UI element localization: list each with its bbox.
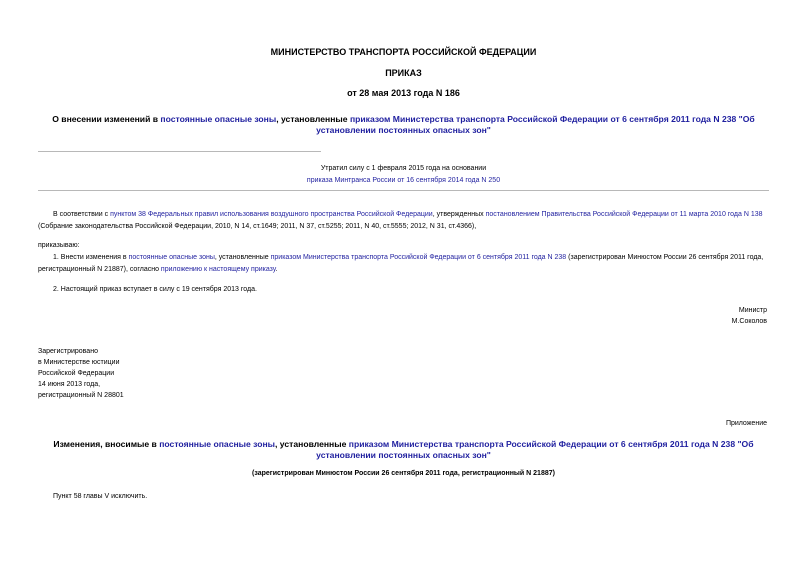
doc-date-number: от 28 мая 2013 года N 186 — [347, 88, 460, 98]
item1-link-order-238[interactable]: приказом Министерства транспорта Российской Федерации от 6 сентября 2011 года N 238 — [270, 254, 567, 261]
registration-line-4: 14 июня 2013 года, — [38, 381, 101, 388]
signature-position: Министр — [738, 307, 767, 314]
order-item-1 — [38, 252, 770, 276]
order-item-2: 2. Настоящий приказ вступает в силу с 19 сентября 2013 года. — [53, 286, 257, 293]
status-line: Утратил силу с 1 февраля 2015 года на основании — [320, 165, 487, 172]
appendix-link-order-238[interactable]: приказом Министерства транспорта Российской Федерации от 6 сентября 2011 года N 238 "Об установлении постоянных опасных зон" — [316, 439, 754, 460]
registration-line-2: в Министерстве юстиции — [38, 359, 120, 366]
appendix-registered: (зарегистрирован Минюстом России 26 сентября 2011 года, регистрационный N 21887) — [252, 470, 555, 477]
doc-type-heading: ПРИКАЗ — [385, 68, 422, 78]
item1-link-appendix[interactable]: приложению к настоящему приказу — [160, 266, 276, 273]
signature-name: М.Соколов — [731, 318, 767, 325]
appendix-title-text-1: Изменения, вносимые в — [53, 439, 160, 449]
item1-text-3: (зарегистрирован Минюстом России 26 сентября 2011 года, регистрационный N 21887), согласно — [38, 254, 764, 273]
appendix-title — [40, 439, 767, 461]
document-title — [40, 114, 767, 136]
preamble-text-3: (Собрание законодательства Российской Федерации, 2010, N 14, ст.1649; 2011, N 37, ст.5255; 2011, N 40, ст.5555; 2012, N 31, ст.4366), — [38, 223, 477, 230]
title-link-zones[interactable]: постоянные опасные зоны — [160, 114, 277, 124]
divider-long — [38, 190, 769, 191]
registration-line-3: Российской Федерации — [38, 370, 115, 377]
title-text-2: , установленные — [276, 114, 350, 124]
item1-text-1: 1. Внести изменения в — [53, 254, 129, 261]
appendix-title-text-2: , установленные — [275, 439, 349, 449]
preamble-paragraph — [38, 209, 770, 233]
status-link-line — [0, 175, 807, 187]
divider-short — [38, 151, 321, 152]
registration-line-1: Зарегистрировано — [38, 348, 98, 355]
registration-line-5: регистрационный N 28801 — [38, 392, 124, 399]
preamble-link-decree[interactable]: постановлением Правительства Российской Федерации от 11 марта 2010 года N 138 — [485, 211, 763, 218]
appendix-label: Приложение — [725, 420, 767, 427]
appendix-item: Пункт 58 главы V исключить. — [53, 493, 148, 500]
preamble-text-2: , утвержденных — [432, 211, 486, 218]
ministry-heading: МИНИСТЕРСТВО ТРАНСПОРТА РОССИЙСКОЙ ФЕДЕРАЦИИ — [270, 47, 537, 57]
title-text-1: О внесении изменений в — [52, 114, 161, 124]
item1-text-4: . — [275, 266, 278, 273]
order-word: приказываю: — [38, 242, 80, 249]
appendix-link-zones[interactable]: постоянные опасные зоны — [159, 439, 276, 449]
item1-text-2: , установленные — [214, 254, 271, 261]
status-link-order-250[interactable]: приказа Минтранса России от 16 сентября 2014 года N 250 — [306, 177, 501, 184]
preamble-link-rules[interactable]: пунктом 38 Федеральных правил использования воздушного пространства Российской Федерации — [110, 211, 433, 218]
title-link-order-238[interactable]: приказом Министерства транспорта Российской Федерации от 6 сентября 2011 года N 238 "Об установлении постоянных опасных зон" — [316, 114, 755, 135]
preamble-text-1: В соответствии с — [53, 211, 111, 218]
item1-link-zones[interactable]: постоянные опасные зоны — [128, 254, 215, 261]
registration-block — [38, 346, 124, 401]
